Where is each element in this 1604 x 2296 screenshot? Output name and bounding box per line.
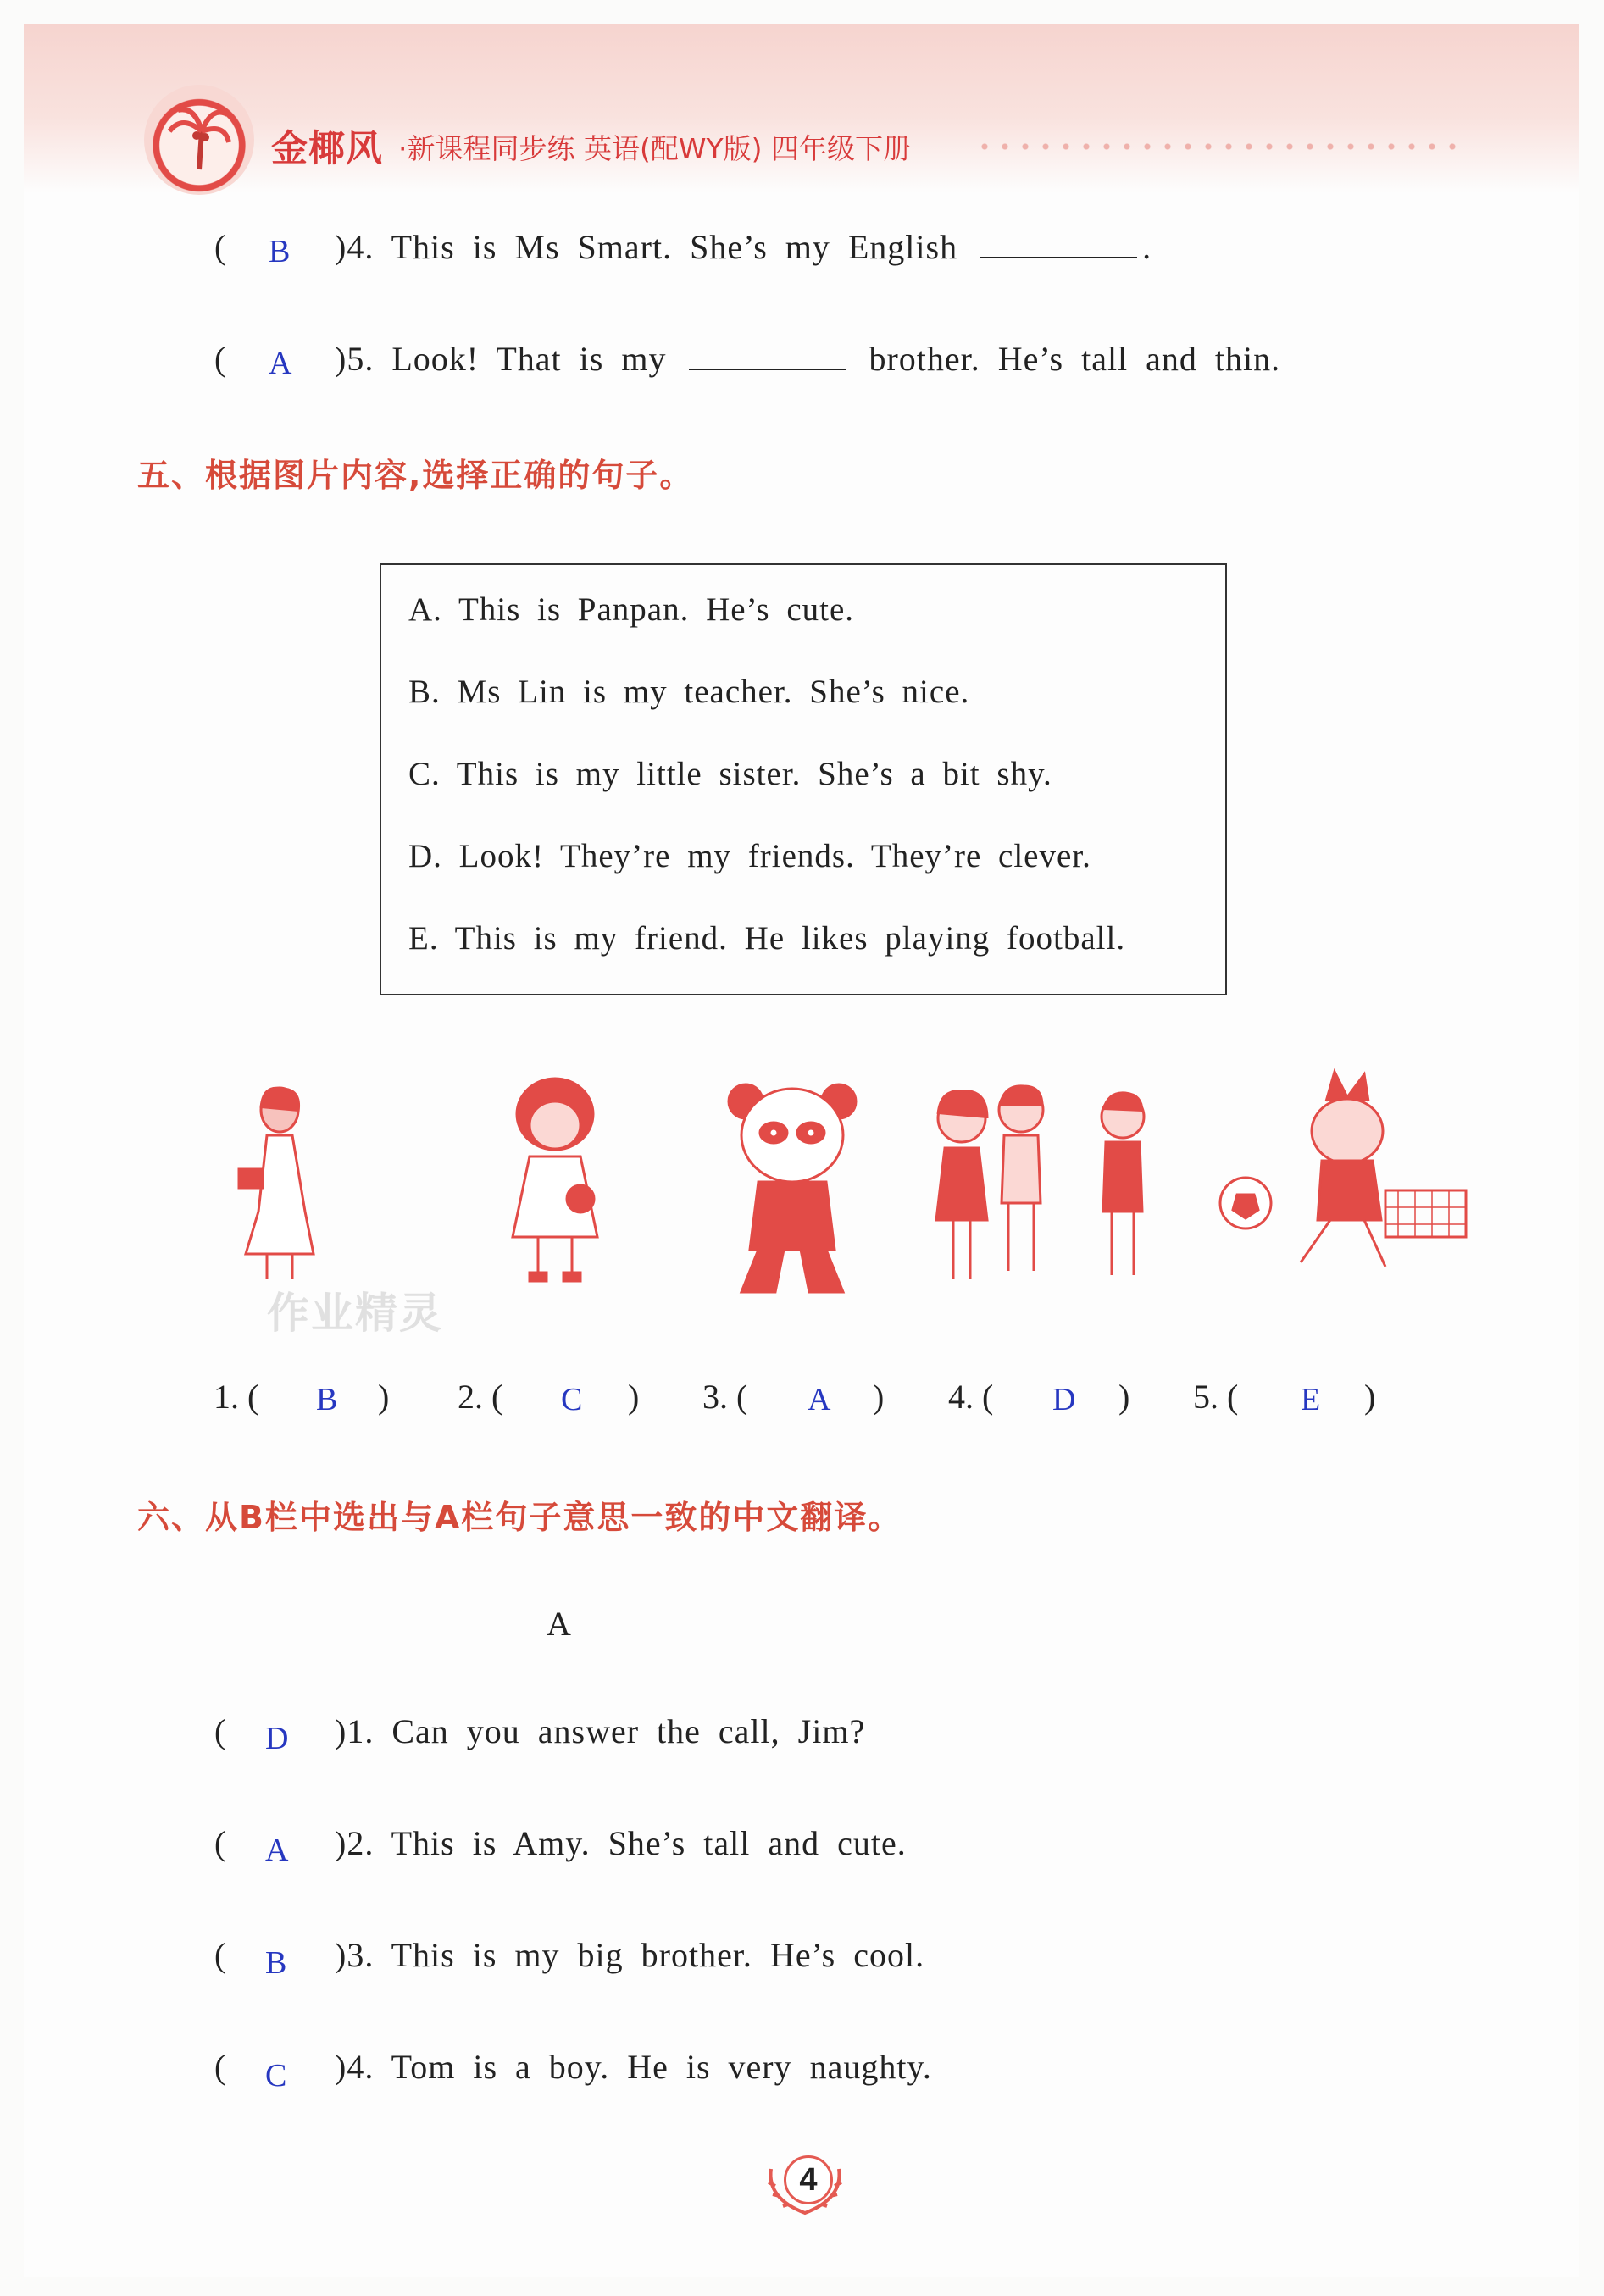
answer-mark: B — [316, 1382, 338, 1417]
question-text — [335, 227, 1152, 267]
open-paren: ( — [214, 1712, 226, 1750]
sentence-options-box — [380, 563, 1227, 995]
answer-mark: B — [269, 234, 291, 269]
book-series-title: ·新课程同步练 英语(配WY版) 四年级下册 — [398, 132, 912, 165]
teacher-woman-picture — [229, 1084, 330, 1284]
header-dot-line — [974, 142, 1457, 151]
answer-mark: E — [1301, 1382, 1321, 1417]
answer-mark: C — [561, 1382, 583, 1417]
item-text: )2. This is Amy. She’s tall and cute. — [335, 1824, 907, 1862]
answer-mark: D — [1052, 1382, 1076, 1417]
panda-picture — [724, 1080, 860, 1296]
answer-mark: A — [265, 1833, 289, 1868]
picture-answer-1: 1. ( — [214, 1378, 259, 1416]
option-c: C. This is my little sister. She’s a bit shy. — [408, 756, 1052, 792]
close-paren: ) — [1364, 1378, 1376, 1416]
brand-name: 金椰风 — [271, 128, 383, 170]
picture-answer-3: 3. ( — [702, 1378, 748, 1416]
little-girl-picture — [500, 1076, 610, 1288]
item-text: )4. Tom is a boy. He is very naughty. — [335, 2048, 932, 2086]
item-text: )3. This is my big brother. He’s cool. — [335, 1936, 925, 1974]
question-sentence: Look! That is my — [391, 340, 667, 378]
page-number-badge — [758, 2152, 852, 2220]
option-e: E. This is my friend. He likes playing football. — [408, 920, 1126, 957]
column-a-heading: A — [547, 1605, 571, 1643]
open-paren: ( — [214, 340, 226, 378]
picture-answer-2: 2. ( — [458, 1378, 503, 1416]
sentence-end: brother. He’s tall and thin. — [869, 340, 1281, 378]
fill-blank — [980, 231, 1137, 258]
coconut-logo-icon — [144, 85, 254, 195]
three-friends-picture — [924, 1076, 1161, 1292]
sentence-end: . — [1142, 228, 1152, 266]
question-sentence: This is Ms Smart. She’s my English — [391, 228, 958, 266]
boy-football-picture — [1207, 1068, 1479, 1292]
close-paren: ) — [1118, 1378, 1130, 1416]
answer-mark: A — [269, 346, 292, 381]
open-paren: ( — [214, 228, 226, 266]
open-paren: ( — [214, 2048, 226, 2086]
open-paren: ( — [214, 1936, 226, 1974]
question-number: )4. — [335, 228, 375, 266]
fill-blank — [689, 343, 846, 370]
picture-answer-4: 4. ( — [948, 1378, 994, 1416]
page-number: 4 — [784, 2155, 833, 2204]
close-paren: ) — [873, 1378, 885, 1416]
question-text — [335, 339, 1280, 379]
section-6-title: 六、从B栏中选出与A栏句子意思一致的中文翻译。 — [137, 1499, 902, 1536]
section-5-title: 五、根据图片内容,选择正确的句子。 — [137, 457, 694, 494]
answer-mark: A — [808, 1382, 831, 1417]
answer-mark: C — [265, 2058, 287, 2094]
option-b: B. Ms Lin is my teacher. She’s nice. — [408, 674, 970, 710]
picture-answer-5: 5. ( — [1193, 1378, 1239, 1416]
option-d: D. Look! They’re my friends. They’re clever. — [408, 838, 1091, 874]
option-a: A. This is Panpan. He’s cute. — [408, 591, 855, 628]
open-paren: ( — [214, 1824, 226, 1862]
question-number: )5. — [335, 340, 375, 378]
watermark-text: 作业精灵 — [267, 1289, 443, 1338]
close-paren: ) — [628, 1378, 640, 1416]
answer-mark: D — [265, 1721, 289, 1756]
header-band — [24, 24, 1579, 193]
item-text: )1. Can you answer the call, Jim? — [335, 1712, 866, 1750]
answer-mark: B — [265, 1945, 287, 1981]
close-paren: ) — [378, 1378, 390, 1416]
